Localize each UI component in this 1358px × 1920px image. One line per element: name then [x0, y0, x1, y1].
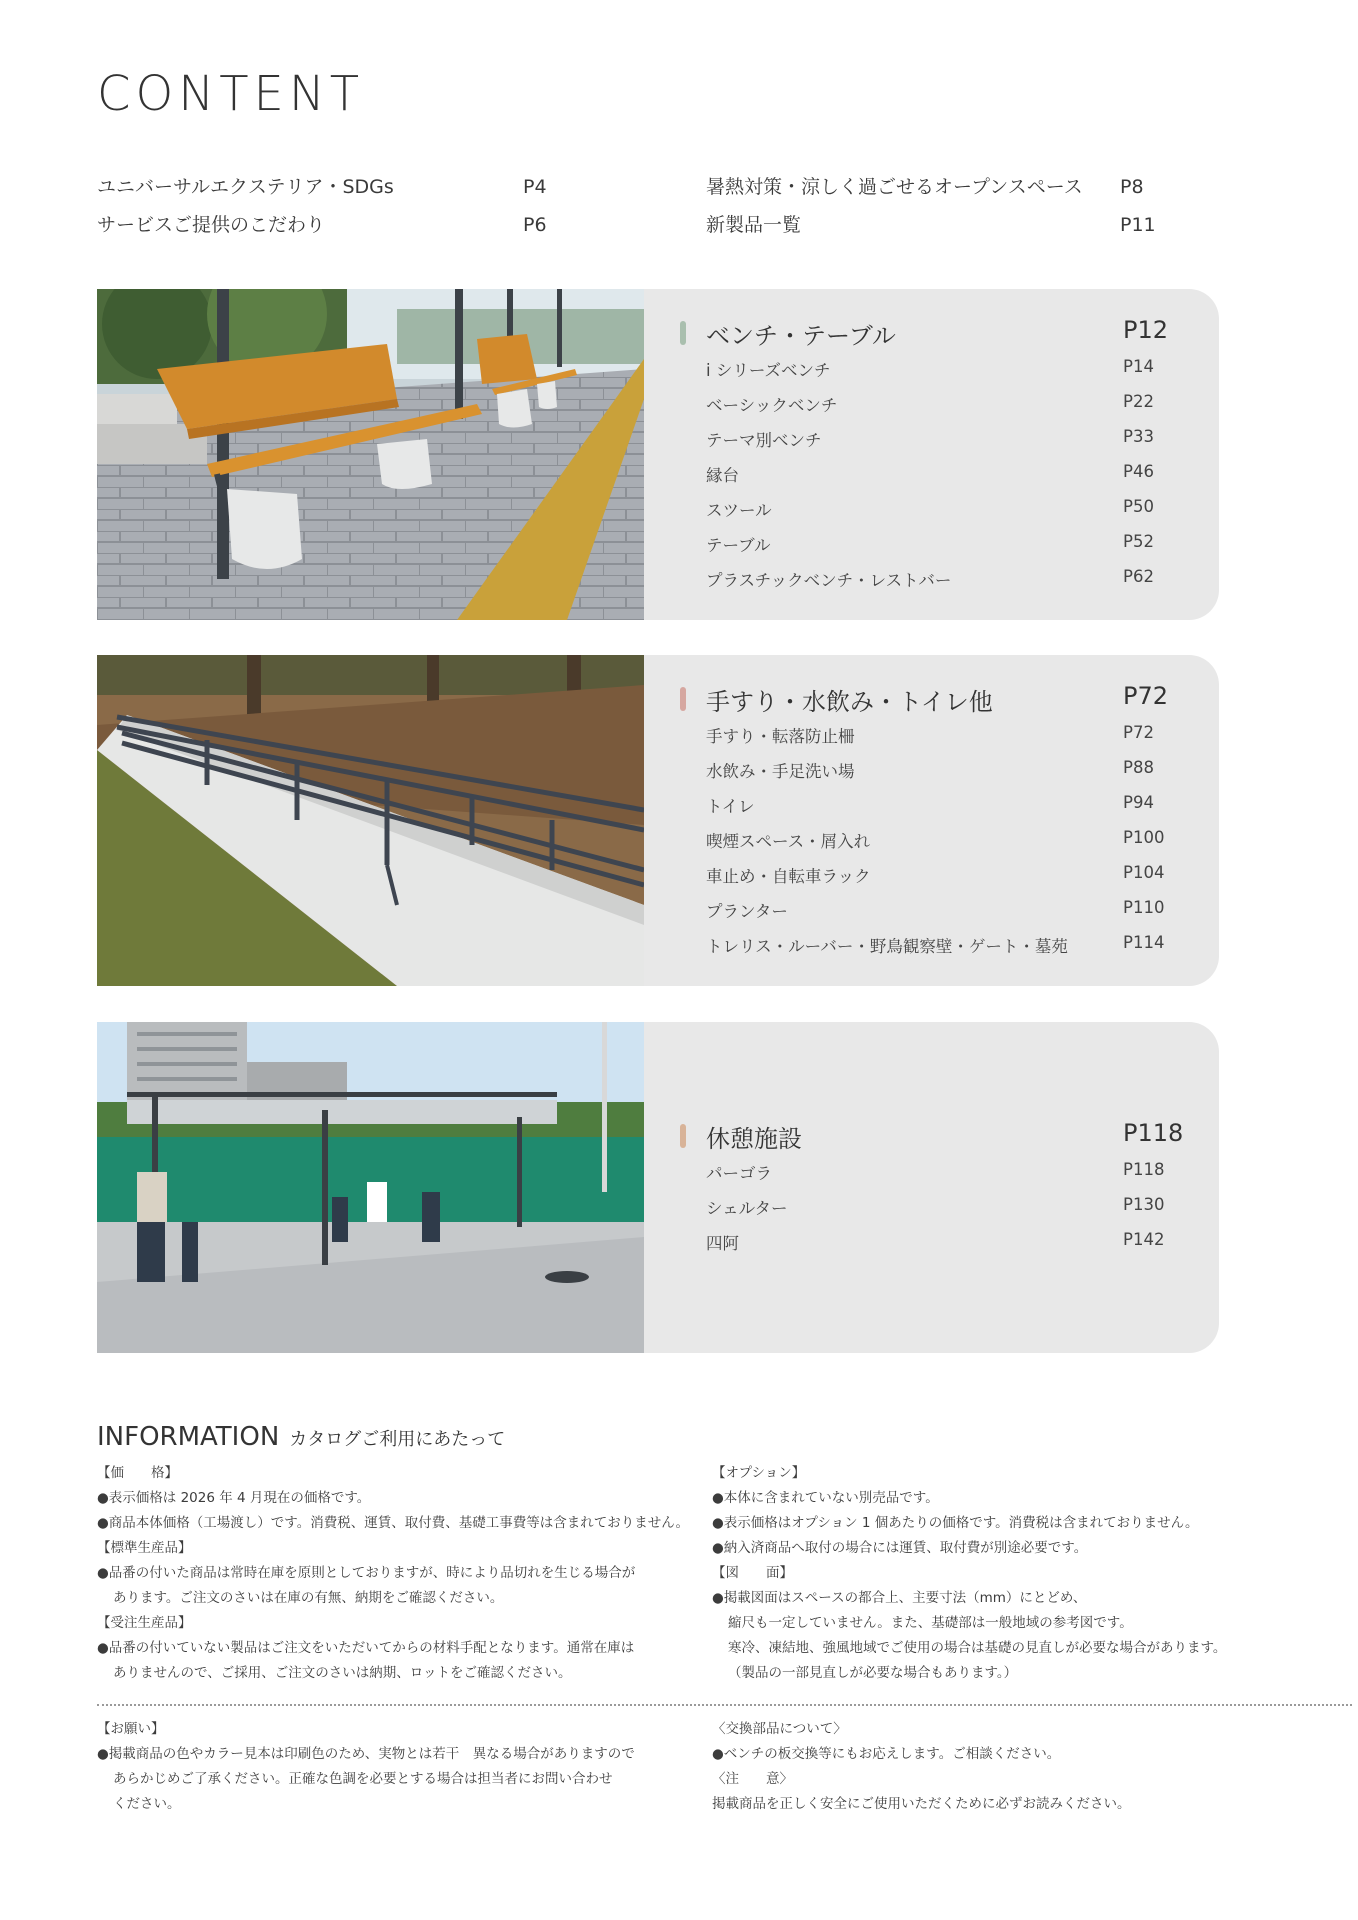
section-panel — [644, 289, 1219, 620]
section-page: P12 — [1123, 316, 1169, 344]
info-line: あります。ご注文のさいは在庫の有無、納期をご確認ください。 — [113, 1590, 504, 1606]
toc-item-label: スツール — [706, 501, 772, 520]
divider — [97, 1704, 1352, 1706]
toc-item-page: P110 — [1123, 898, 1165, 917]
toc-item-label: 車止め・自転車ラック — [706, 867, 871, 886]
info-line: ください。 — [113, 1796, 181, 1812]
toc-item[interactable] — [706, 723, 1179, 753]
toc-item-page: P104 — [1123, 863, 1165, 882]
toc-item-page: P118 — [1123, 1160, 1165, 1179]
info-line: ●品番の付いた商品は常時在庫を原則としておりますが、時により品切れを生じる場合が — [97, 1565, 636, 1581]
info-line: ●ベンチの板交換等にもお応えします。ご相談ください。 — [712, 1746, 1061, 1762]
info-line: あらかじめご了承ください。正確な色調を必要とする場合は担当者にお問い合わせ — [113, 1771, 613, 1787]
toc-item[interactable] — [706, 357, 1179, 387]
section-heading[interactable] — [680, 1119, 1184, 1153]
toc-item[interactable] — [706, 863, 1179, 893]
info-left-column — [97, 1461, 690, 1686]
accent-bar — [680, 321, 686, 345]
toc-item[interactable] — [706, 497, 1179, 527]
toc-entry[interactable] — [97, 168, 557, 206]
toc-entry-label: サービスご提供のこだわり — [97, 214, 326, 236]
toc-item-label: テーマ別ベンチ — [706, 431, 822, 450]
section-heading[interactable] — [680, 316, 1169, 350]
toc-item-page: P22 — [1123, 392, 1154, 411]
toc-item-page: P62 — [1123, 567, 1154, 586]
toc-item[interactable] — [706, 828, 1179, 858]
pergola-photo — [97, 1022, 644, 1353]
section-benches — [97, 289, 1219, 620]
toc-item-page: P88 — [1123, 758, 1154, 777]
info-line: 寒冷、凍結地、強風地域でご使用の場合は基礎の見直しが必要な場合があります。 — [728, 1640, 1227, 1656]
info-line: 【受注生産品】 — [97, 1615, 192, 1631]
bench-photo — [97, 289, 644, 620]
toc-item-label: テーブル — [706, 536, 771, 555]
section-heading[interactable] — [680, 682, 1169, 716]
toc-item-label: 手すり・転落防止柵 — [706, 727, 855, 746]
toc-item-label: 喫煙スペース・屑入れ — [706, 832, 871, 851]
toc-entry-page: P11 — [1120, 214, 1156, 236]
page-title: CONTENT — [97, 66, 365, 122]
info-line: 掲載商品を正しく安全にご使用いただくために必ずお読みください。 — [712, 1796, 1131, 1812]
toc-item-label: シェルター — [706, 1199, 788, 1218]
toc-item-page: P14 — [1123, 357, 1154, 376]
info-bottom-right — [712, 1717, 1312, 1817]
info-line: ●納入済商品へ取付の場合には運賃、取付費が別途必要です。 — [712, 1540, 1088, 1556]
section-panel — [644, 655, 1219, 986]
section-page: P72 — [1123, 682, 1169, 710]
toc-item-label: i シリーズベンチ — [706, 361, 831, 380]
info-line: 【価 格】 — [97, 1465, 178, 1481]
toc-entry-label: 新製品一覧 — [706, 214, 802, 236]
toc-entry-page: P8 — [1120, 176, 1144, 198]
toc-item-label: トレリス・ルーバー・野鳥観察壁・ゲート・墓苑 — [706, 937, 1068, 956]
info-line: 【図 面】 — [712, 1565, 793, 1581]
info-line: ●掲載商品の色やカラー見本は印刷色のため、実物とは若干 異なる場合がありますので — [97, 1746, 635, 1762]
section-panel — [644, 1022, 1219, 1353]
toc-entry[interactable] — [97, 206, 557, 244]
info-bottom-left — [97, 1717, 677, 1817]
information-subtitle: カタログご利用にあたって — [289, 1429, 506, 1450]
info-line: 〈交換部品について〉 — [712, 1721, 847, 1737]
toc-item-page: P33 — [1123, 427, 1154, 446]
toc-item[interactable] — [706, 532, 1179, 562]
toc-entry-label: ユニバーサルエクステリア・SDGs — [97, 176, 394, 198]
info-line: 【オプション】 — [712, 1465, 806, 1481]
info-line: ●表示価格は 2026 年 4 月現在の価格です。 — [97, 1490, 371, 1506]
info-right-column — [712, 1461, 1312, 1686]
top-toc-left — [97, 168, 557, 244]
section-title: 休憩施設 — [706, 1125, 802, 1153]
section-rest-facilities — [97, 1022, 1219, 1353]
toc-item[interactable] — [706, 1160, 1179, 1190]
accent-bar — [680, 687, 686, 711]
section-title: 手すり・水飲み・トイレ他 — [706, 688, 993, 716]
toc-entry-label: 暑熱対策・涼しく過ごせるオープンスペース — [706, 176, 1083, 198]
handrail-photo — [97, 655, 644, 986]
toc-entry[interactable] — [706, 206, 1166, 244]
toc-item-page: P94 — [1123, 793, 1154, 812]
toc-item-label: ベーシックベンチ — [706, 396, 838, 415]
toc-item-page: P46 — [1123, 462, 1154, 481]
info-line: 〈注 意〉 — [712, 1771, 793, 1787]
info-line: ●表示価格はオプション 1 個あたりの価格です。消費税は含まれておりません。 — [712, 1515, 1199, 1531]
toc-item[interactable] — [706, 1230, 1179, 1260]
toc-item-page: P72 — [1123, 723, 1154, 742]
section-page: P118 — [1123, 1119, 1184, 1147]
toc-item-page: P142 — [1123, 1230, 1165, 1249]
toc-item[interactable] — [706, 567, 1179, 597]
toc-item[interactable] — [706, 758, 1179, 788]
toc-item-page: P100 — [1123, 828, 1165, 847]
toc-item-label: 四阿 — [706, 1234, 739, 1253]
info-line: 【標準生産品】 — [97, 1540, 192, 1556]
information-title: INFORMATION — [97, 1422, 280, 1452]
toc-item[interactable] — [706, 898, 1179, 928]
toc-item-label: プラスチックベンチ・レストバー — [706, 571, 952, 590]
toc-item-label: 水飲み・手足洗い場 — [706, 762, 855, 781]
toc-item[interactable] — [706, 793, 1179, 823]
information-heading — [97, 1422, 505, 1452]
toc-item-label: トイレ — [706, 797, 755, 816]
toc-entry-page: P4 — [523, 176, 547, 198]
info-line: ●品番の付いていない製品はご注文をいただいてからの材料手配となります。通常在庫は — [97, 1640, 635, 1656]
toc-item[interactable] — [706, 1195, 1179, 1225]
section-title: ベンチ・テーブル — [706, 322, 896, 350]
info-line: ●商品本体価格（工場渡し）です。消費税、運賃、取付費、基礎工事費等は含まれておりません。 — [97, 1515, 690, 1531]
toc-item-label: 縁台 — [706, 466, 739, 485]
toc-item-label: パーゴラ — [706, 1164, 772, 1183]
section-handrails — [97, 655, 1219, 986]
info-line: ありませんので、ご採用、ご注文のさいは納期、ロットをご確認ください。 — [113, 1665, 572, 1681]
accent-bar — [680, 1124, 686, 1148]
toc-item-page: P52 — [1123, 532, 1154, 551]
toc-item[interactable] — [706, 462, 1179, 492]
toc-entry-page: P6 — [523, 214, 547, 236]
info-line: 【お願い】 — [97, 1721, 165, 1737]
toc-item[interactable] — [706, 392, 1179, 422]
toc-item-page: P114 — [1123, 933, 1165, 952]
info-line: （製品の一部見直しが必要な場合もあります。） — [728, 1665, 1018, 1681]
toc-entry[interactable] — [706, 168, 1166, 206]
toc-item-label: プランター — [706, 902, 788, 921]
top-toc-right — [706, 168, 1166, 244]
info-line: ●掲載図面はスペースの都合上、主要寸法（mm）にとどめ、 — [712, 1590, 1087, 1606]
toc-item-page: P50 — [1123, 497, 1154, 516]
info-line: 縮尺も一定していません。また、基礎部は一般地域の参考図です。 — [728, 1615, 1133, 1631]
toc-item[interactable] — [706, 427, 1179, 457]
toc-item-page: P130 — [1123, 1195, 1165, 1214]
info-line: ●本体に含まれていない別売品です。 — [712, 1490, 939, 1506]
toc-item[interactable] — [706, 933, 1179, 963]
